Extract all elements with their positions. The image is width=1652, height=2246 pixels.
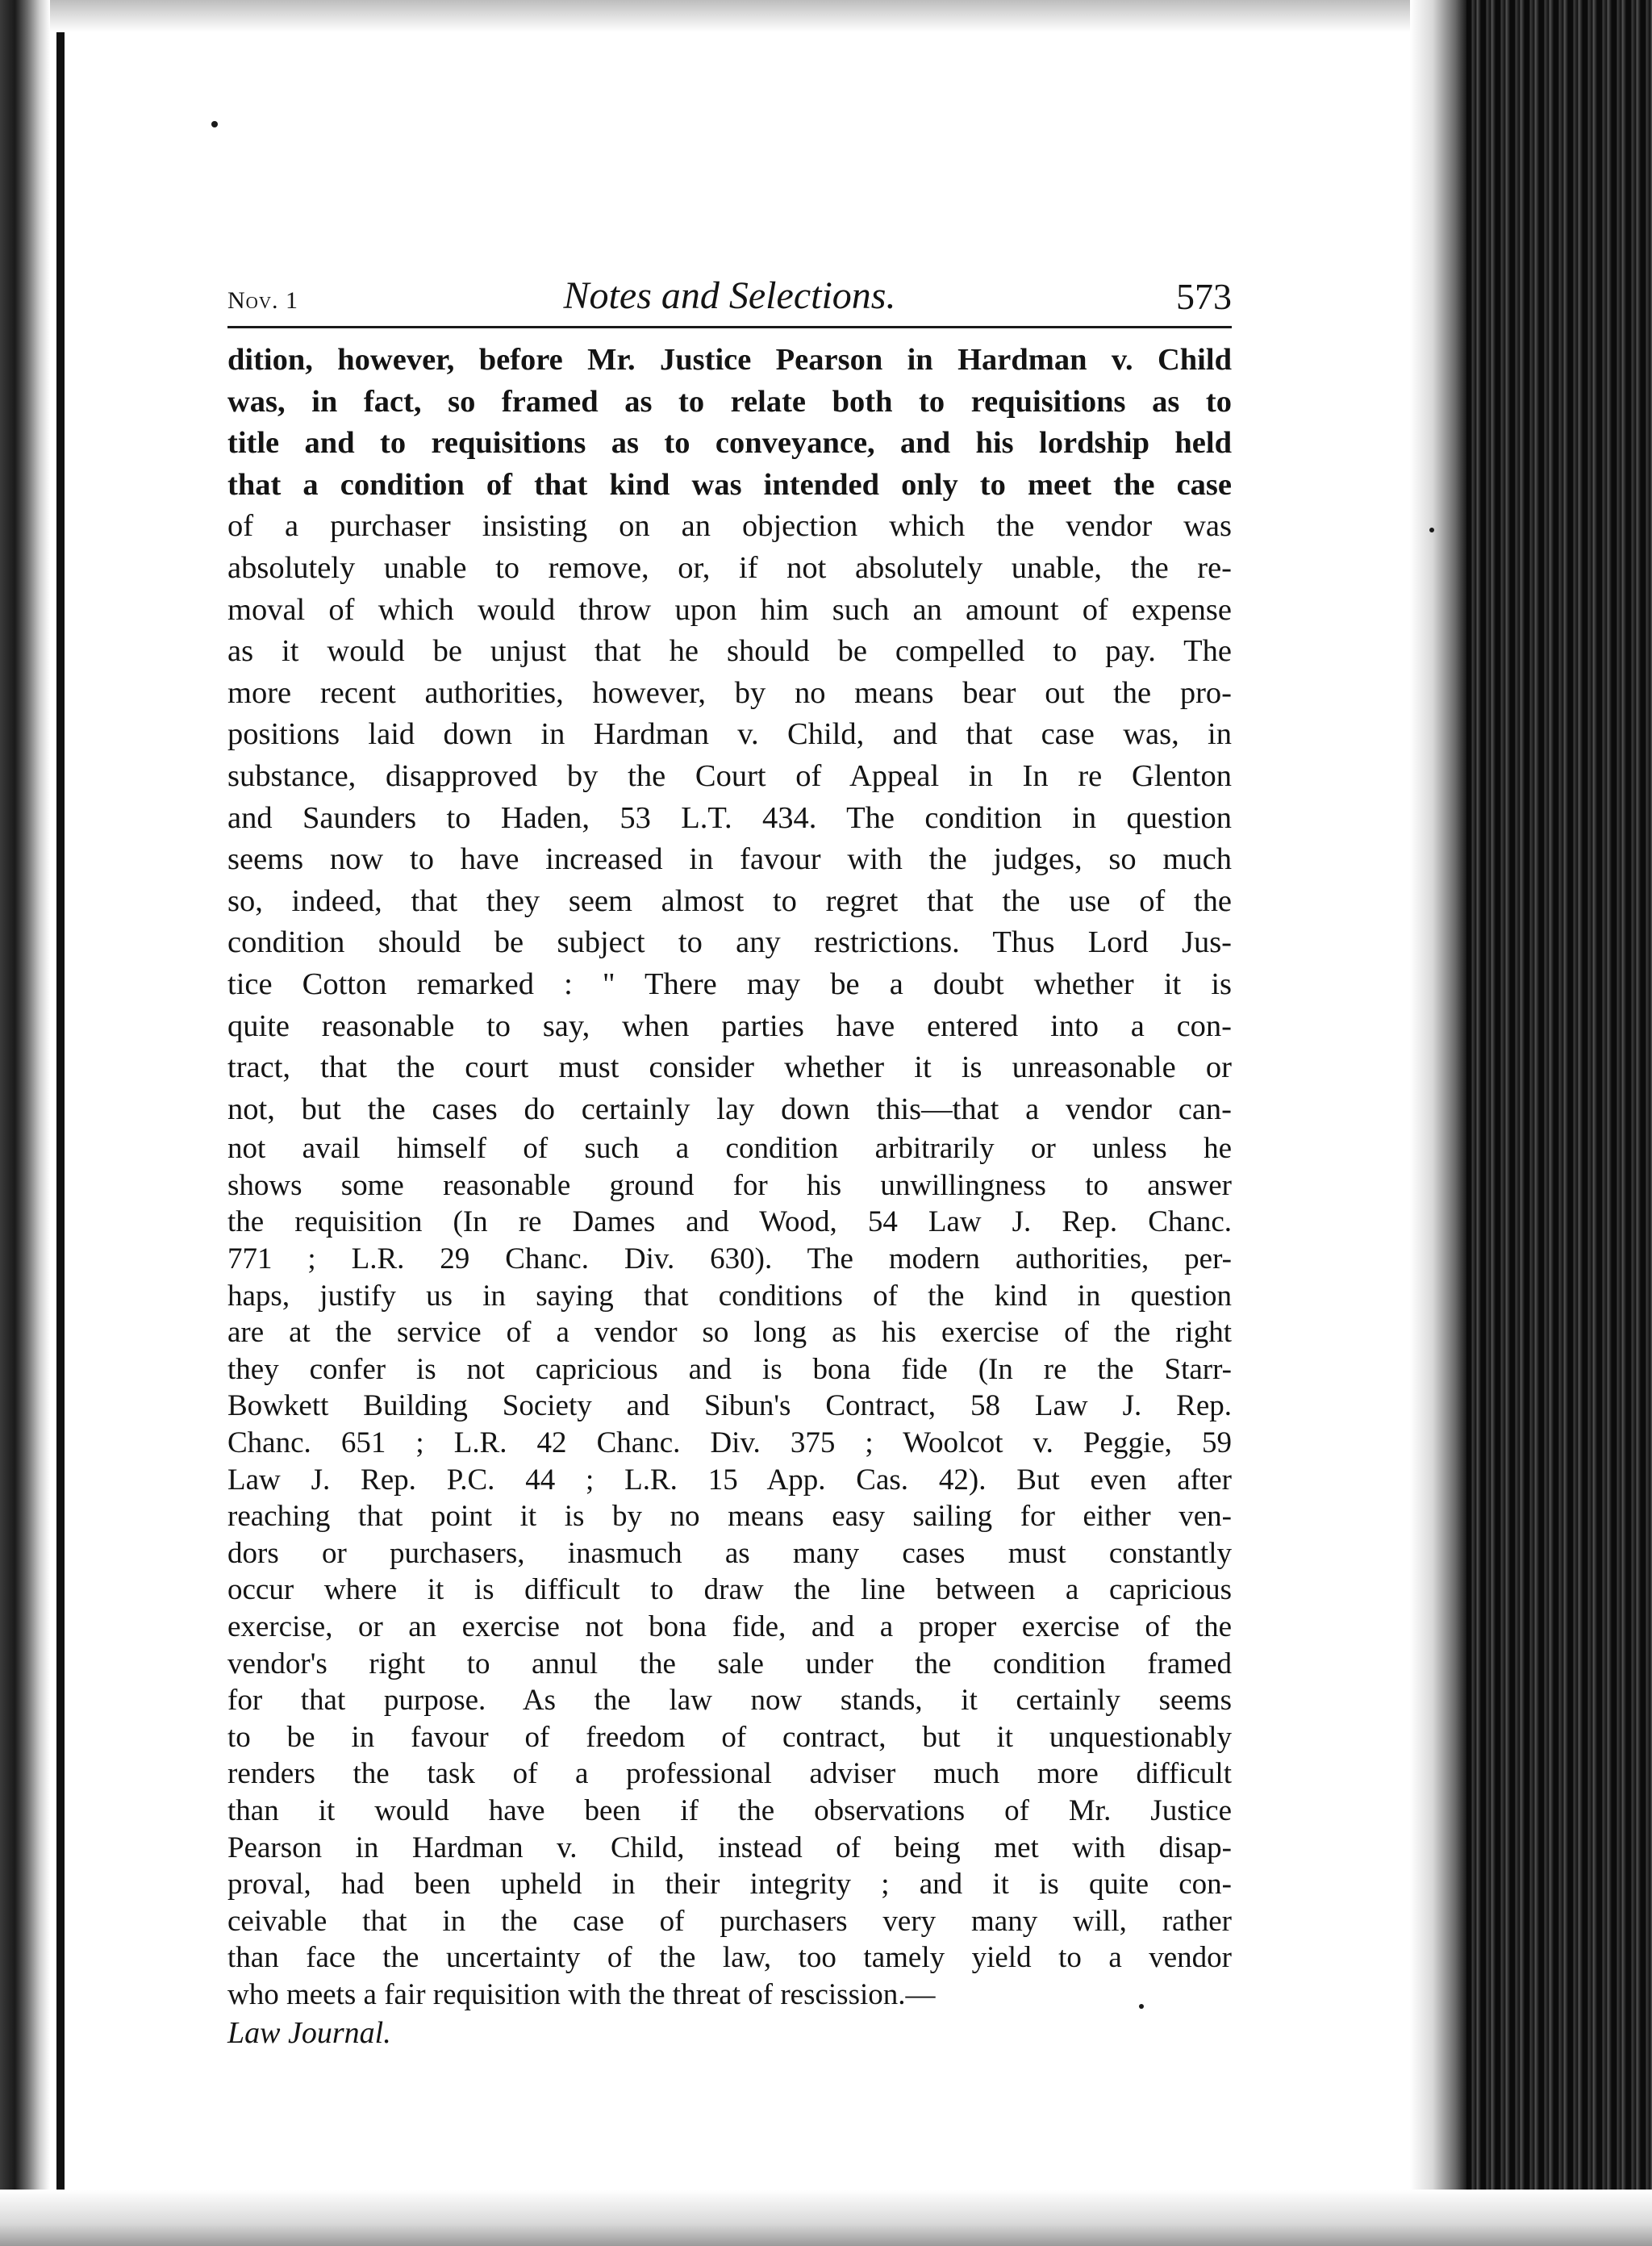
body-line: moval of which would throw upon him such an amount of expense xyxy=(227,592,1232,627)
source-signature: Law Journal. xyxy=(227,2015,391,2050)
page-number: 573 xyxy=(1176,276,1232,317)
body-line: shows some reasonable ground for his unwillingness to answer xyxy=(227,1168,1232,1202)
scan-right-page-stack xyxy=(1466,0,1652,2246)
body-line: as it would be unjust that he should be compelled to pay. The xyxy=(227,634,1232,669)
scan-left-binding-line xyxy=(56,32,65,2211)
body-line: Bowkett Building Society and Sibun's Contract, 58 Law J. Rep. xyxy=(227,1389,1232,1423)
body-line: occur where it is difficult to draw the line between a capricious xyxy=(227,1573,1232,1607)
body-line: haps, justify us in saying that conditions of the kind in question xyxy=(227,1279,1232,1313)
body-line: positions laid down in Hardman v. Child, and that case was, in xyxy=(227,717,1232,752)
scan-speck xyxy=(1429,528,1434,532)
scan-speck xyxy=(211,121,218,127)
body-line: for that purpose. As the law now stands, it certainly seems xyxy=(227,1684,1232,1718)
body-line: condition should be subject to any restrictions. Thus Lord Jus- xyxy=(227,925,1232,960)
body-line: exercise, or an exercise not bona fide, and a proper exercise of the xyxy=(227,1610,1232,1643)
body-line: so, indeed, that they seem almost to regret that the use of the xyxy=(227,883,1232,918)
body-line: vendor's right to annul the sale under the condition framed xyxy=(227,1647,1232,1680)
header-date: Nov. 1 xyxy=(227,287,298,314)
body-line: tract, that the court must consider whether it is unreasonable or xyxy=(227,1050,1232,1085)
body-line: dors or purchasers, inasmuch as many cases must constantly xyxy=(227,1536,1232,1570)
article-body xyxy=(227,340,1232,2052)
scan-bottom-edge xyxy=(0,2190,1652,2246)
body-line: tice Cotton remarked : " There may be a doubt whether it is xyxy=(227,966,1232,1001)
body-line: not, but the cases do certainly lay down this—that a vendor can- xyxy=(227,1092,1232,1126)
body-line: than face the uncertainty of the law, too tamely yield to a vendor xyxy=(227,1941,1232,1975)
scan-right-shadow xyxy=(1410,0,1466,2246)
body-line: to be in favour of freedom of contract, but it unquestionably xyxy=(227,1720,1232,1754)
scan-top-edge xyxy=(0,0,1652,32)
body-line: they confer is not capricious and is bona fide (In re the Starr- xyxy=(227,1352,1232,1386)
body-line: than it would have been if the observations of Mr. Justice xyxy=(227,1793,1232,1827)
body-line: not avail himself of such a condition arbitrarily or unless he xyxy=(227,1132,1232,1166)
body-line: renders the task of a professional adviser much more difficult xyxy=(227,1757,1232,1791)
body-line: 771 ; L.R. 29 Chanc. Div. 630). The modern authorities, per- xyxy=(227,1242,1232,1276)
body-line: are at the service of a vendor so long as his exercise of the right xyxy=(227,1316,1232,1350)
running-header xyxy=(227,266,1232,328)
body-line: dition, however, before Mr. Justice Pearson in Hardman v. Child xyxy=(227,343,1232,377)
scan-left-edge xyxy=(0,0,50,2246)
body-line: title and to requisitions as to conveyance, and his lordship held xyxy=(227,426,1232,461)
body-line: and Saunders to Haden, 53 L.T. 434. The condition in question xyxy=(227,800,1232,835)
body-line: of a purchaser insisting on an objection which the vendor was xyxy=(227,509,1232,544)
body-line: proval, had been upheld in their integrity ; and it is quite con- xyxy=(227,1868,1232,1902)
body-line: Pearson in Hardman v. Child, instead of being met with disap- xyxy=(227,1831,1232,1864)
body-line: was, in fact, so framed as to relate both to requisitions as to xyxy=(227,384,1232,419)
body-line: more recent authorities, however, by no means bear out the pro- xyxy=(227,675,1232,710)
body-line: reaching that point it is by no means easy sailing for either ven- xyxy=(227,1500,1232,1534)
body-line: the requisition (In re Dames and Wood, 54 Law J. Rep. Chanc. xyxy=(227,1205,1232,1239)
header-title: Notes and Selections. xyxy=(563,274,896,317)
body-line: who meets a fair requisition with the threat of rescission.— xyxy=(227,1977,936,2011)
body-upper-block xyxy=(227,340,1232,506)
body-line: ceivable that in the case of purchasers very many will, rather xyxy=(227,1904,1232,1938)
body-line: Law J. Rep. P.C. 44 ; L.R. 15 App. Cas. 42). But even after xyxy=(227,1463,1232,1497)
body-line: that a condition of that kind was intended only to meet the case xyxy=(227,467,1232,502)
body-line: absolutely unable to remove, or, if not absolutely unable, the re- xyxy=(227,550,1232,585)
body-line: Chanc. 651 ; L.R. 42 Chanc. Div. 375 ; Woolcot v. Peggie, 59 xyxy=(227,1426,1232,1460)
body-line: substance, disapproved by the Court of Appeal in In re Glenton xyxy=(227,758,1232,793)
body-line: seems now to have increased in favour with the judges, so much xyxy=(227,842,1232,877)
body-line: quite reasonable to say, when parties have entered into a con- xyxy=(227,1008,1232,1043)
book-page xyxy=(227,266,1232,2052)
